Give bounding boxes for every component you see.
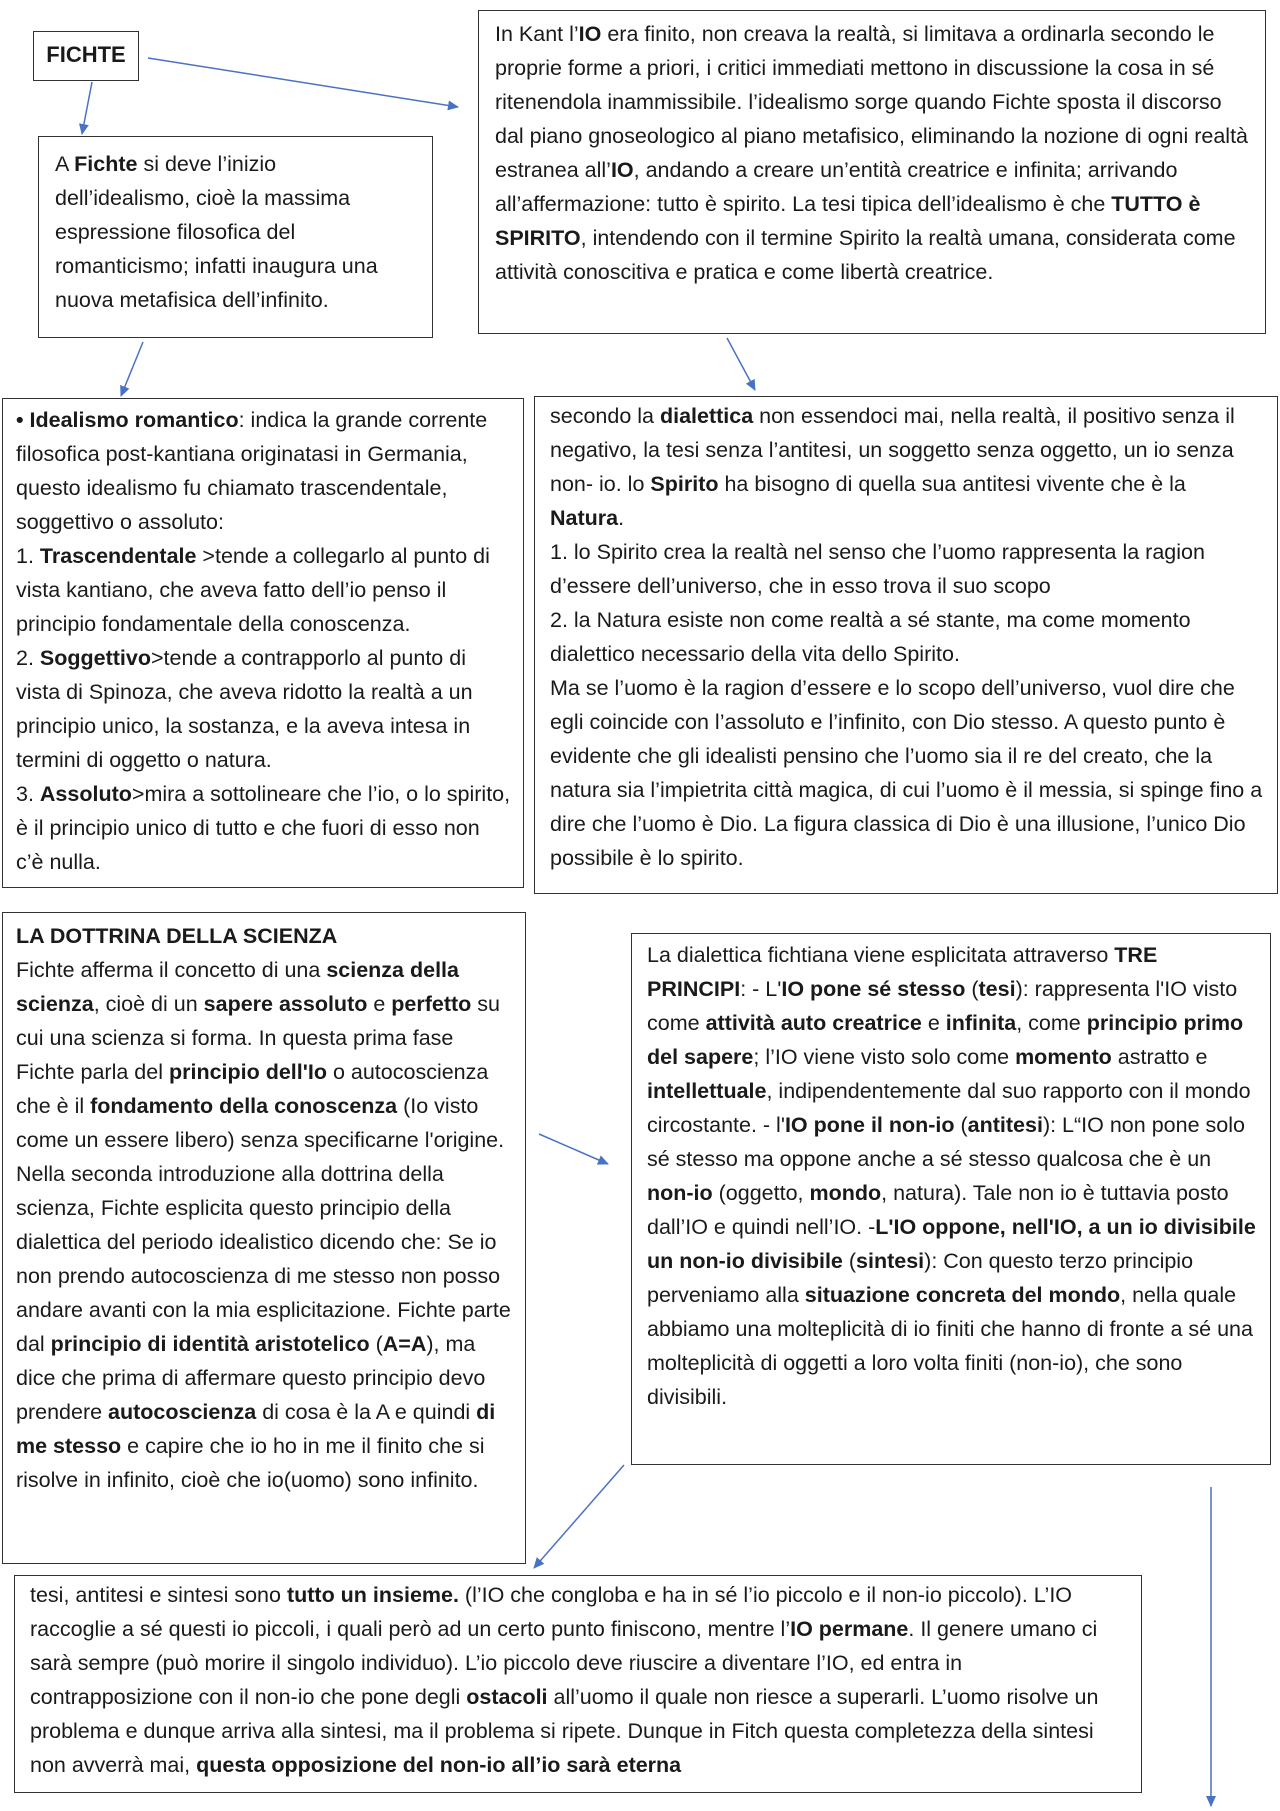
romantic-intro: • Idealismo romantico: indica la grande corrente filosofica post-kantiana originatasi in Germania, questo idealismo fu chiamato trascendentale, soggettivo o assoluto:	[16, 408, 488, 534]
intro-text: A Fichte si deve l’inizio dell’idealismo, cioè la massima espressione filosofica del romanticismo; infatti inaugura una nuova metafisica dell’infinito.	[55, 152, 378, 312]
arrow-principi-to-sintesi	[534, 1465, 624, 1568]
arrow-title-to-kant	[148, 58, 458, 107]
dottrina-heading: LA DOTTRINA DELLA SCIENZA	[16, 924, 338, 948]
intro-box	[38, 136, 433, 338]
tre-principi-box	[631, 933, 1271, 1465]
sintesi-text: tesi, antitesi e sintesi sono tutto un insieme. (l’IO che congloba e ha in sé l’io piccolo e il non-io piccolo). L’IO raccoglie a sé questi io piccoli, i quali però ad un certo punto finiscono, mentre l’IO permane. Il genere umano ci sarà sempre (può morire il singolo individuo). L’io piccolo deve riuscire a diventare l’IO, ed entra in contrapposizione con il non-io che pone degli ostacoli all’uomo il quale non riesce a superarli. L’uomo risolve un problema e dunque arriva alla sintesi, ma il problema si ripete. Dunque in Fitch questa completezza della sintesi non avverrà mai, questa opposizione del non-io all’io sarà eterna	[30, 1583, 1099, 1777]
dialettica-box	[534, 396, 1278, 894]
kant-box	[478, 10, 1266, 334]
arrow-intro-to-romantic	[121, 342, 143, 396]
title-text: FICHTE	[46, 42, 126, 67]
dialettica-point-1: 1. lo Spirito crea la realtà nel senso che l’uomo rappresenta la ragion d’essere dell’universo, che in esso trova il suo scopo	[550, 540, 1205, 598]
arrow-title-to-intro	[82, 82, 92, 134]
romantic-item-soggettivo: 2. Soggettivo>tende a contrapporlo al punto di vista di Spinoza, che aveva ridotto la realtà a un principio unico, la sostanza, e la aveva intesa in termini di oggetto o natura.	[16, 646, 473, 772]
romantic-idealism-box	[2, 398, 524, 888]
dottrina-text: Fichte afferma il concetto di una scienza della scienza, cioè di un sapere assoluto e perfetto su cui una scienza si forma. In questa prima fase Fichte parla del principio dell'Io o autocoscienza che è il fondamento della conoscenza (Io visto come un essere libero) senza specificarne l'origine. Nella seconda introduzione alla dottrina della scienza, Fichte esplicita questo principio della dialettica del periodo idealistico dicendo che: Se io non prendo autocoscienza di me stesso non posso andare avanti con la mia esplicitazione. Fichte parte dal principio di identità aristotelico (A=A), ma dice che prima di affermare questo principio devo prendere autocoscienza di cosa è la A e quindi di me stesso e capire che io ho in me il finito che si risolve in infinito, cioè che io(uomo) sono infinito.	[16, 958, 511, 1492]
kant-text: In Kant l’IO era finito, non creava la realtà, si limitava a ordinarla secondo le proprie forme a priori, i critici immediati mettono in discussione la cosa in sé ritenendola inammissibile. l’idealismo sorge quando Fichte sposta il discorso dal piano gnoseologico al piano metafisico, eliminando la nozione di ogni realtà estranea all’IO, andando a creare un’entità creatrice e infinita; arrivando all’affermazione: tutto è spirito. La tesi tipica dell’idealismo è che TUTTO è SPIRITO, intendendo con il termine Spirito la realtà umana, considerata come attività conoscitiva e pratica e come libertà creatrice.	[495, 22, 1249, 284]
sintesi-box	[14, 1575, 1142, 1793]
title-box	[33, 31, 139, 81]
dottrina-scienza-box	[2, 912, 526, 1564]
principi-text: La dialettica fichtiana viene esplicitata attraverso TRE PRINCIPI: - L'IO pone sé stesso (tesi): rappresenta l'IO visto come attività auto creatrice e infinita, come principio primo del sapere; l’IO viene visto solo come momento astratto e intellettuale, indipendentemente dal suo rapporto con il mondo circostante. - l'IO pone il non-io (antitesi): L“IO non pone solo sé stesso ma oppone anche a sé stesso qualcosa che è un non-io (oggetto, mondo, natura). Tale non io è tuttavia posto dall’IO e quindi nell’IO. -L'IO oppone, nell'IO, a un io divisibile un non-io divisibile (sintesi): Con questo terzo principio perveniamo alla situazione concreta del mondo, nella quale abbiamo una molteplicità di io finiti che hanno di fronte a sé una molteplicità di oggetti a loro volta finiti (non-io), che sono divisibili.	[647, 943, 1256, 1409]
romantic-item-assoluto: 3. Assoluto>mira a sottolineare che l’io, o lo spirito, è il principio unico di tutto e che fuori di esso non c’è nulla.	[16, 782, 511, 874]
dialettica-intro: secondo la dialettica non essendoci mai, nella realtà, il positivo senza il negativo, la tesi senza l’antitesi, un soggetto senza oggetto, un io senza non- io. lo Spirito ha bisogno di quella sua antitesi vivente che è la Natura.	[550, 404, 1235, 530]
arrow-dottrina-to-principi	[539, 1134, 608, 1164]
dialettica-conclusion: Ma se l’uomo è la ragion d’essere e lo scopo dell’universo, vuol dire che egli coincide con l’assoluto e l’infinito, con Dio stesso. A questo punto è evidente che gli idealisti pensino che l’uomo sia il re del creato, che la natura sia l’impietrita città magica, di cui l’uomo è il messia, si spinge fino a dire che l’uomo è Dio. La figura classica di Dio è una illusione, l’unico Dio possibile è lo spirito.	[550, 676, 1263, 870]
dialettica-point-2: 2. la Natura esiste non come realtà a sé stante, ma come momento dialettico necessario della vita dello Spirito.	[550, 608, 1191, 666]
romantic-item-trascendentale: 1. Trascendentale >tende a collegarlo al punto di vista kantiano, che aveva fatto dell’io penso il principio fondamentale della conoscenza.	[16, 544, 490, 636]
arrow-kant-to-dialettica	[727, 338, 755, 390]
